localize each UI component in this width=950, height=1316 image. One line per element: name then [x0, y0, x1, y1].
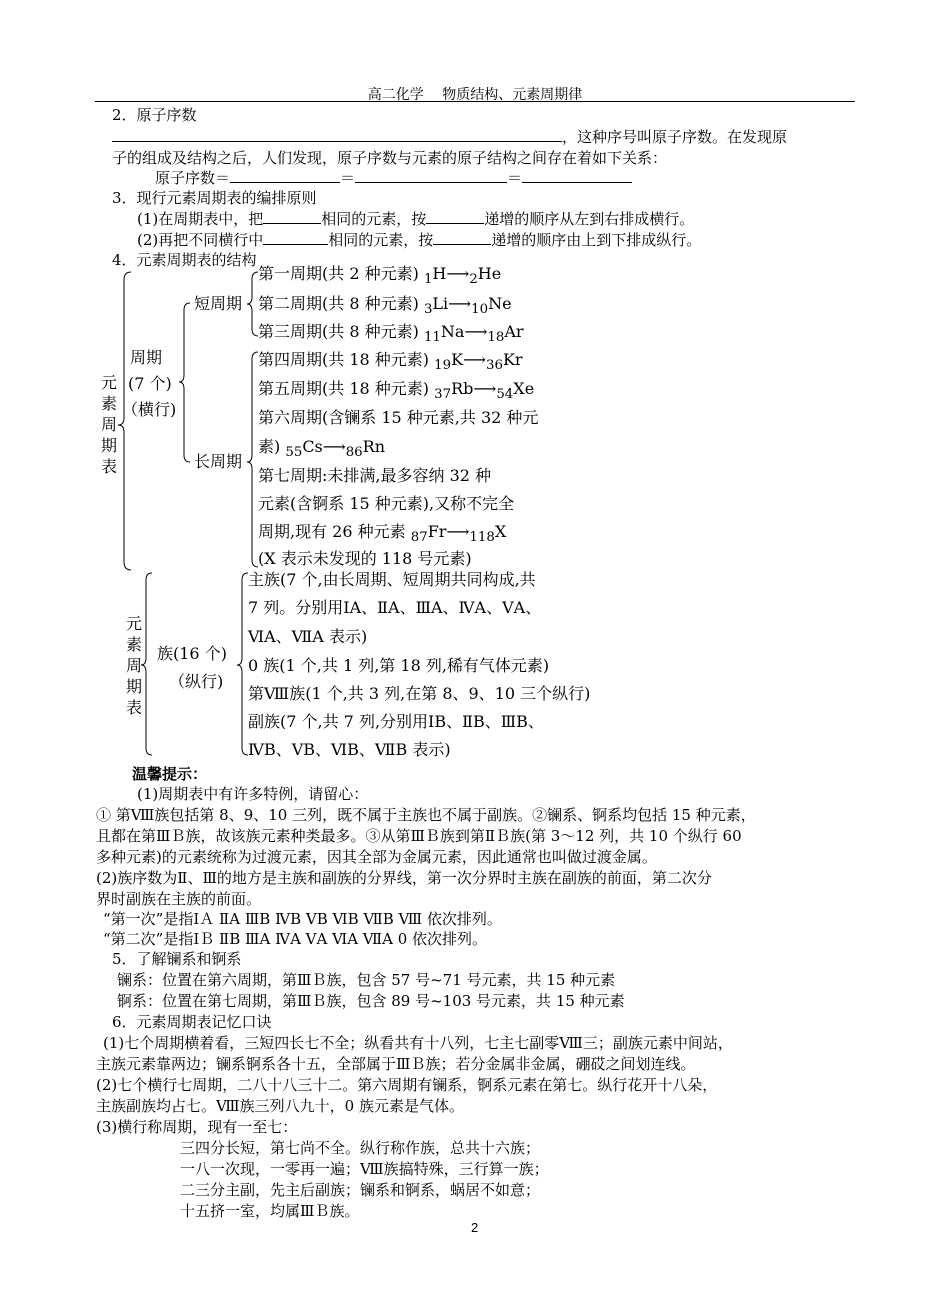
- rule-text: (2)再把不同横行中: [137, 231, 264, 249]
- atomic-number: 54: [496, 387, 514, 403]
- rule-text: 相同的元素，按: [328, 231, 434, 249]
- root-char: 表: [126, 698, 143, 717]
- group-label-direction: （纵行): [169, 672, 224, 691]
- tips-line-3: 且都在第ⅢＢ族，故该族元素种类最多。③从第ⅢＢ族到第ⅡＢ族(第 3～12 列，共 10 个纵行 60: [96, 827, 742, 845]
- period-text: 第五周期(共 18 种元素): [258, 379, 430, 398]
- element-symbol: Fr: [427, 522, 447, 541]
- element-symbol: Cs: [302, 437, 323, 456]
- period-text: 周期,现有 26 种元素: [258, 522, 406, 541]
- section-4-title: 4．元素周期表的结构: [112, 251, 257, 269]
- page-header: 高二化学 物质结构、元素周期律: [367, 87, 583, 103]
- period-6-line-2: [258, 437, 385, 463]
- root-char: 元: [126, 614, 143, 633]
- section-6-line-5: (3)横行称周期，现有一至七：: [96, 1118, 298, 1136]
- period-text: 素): [258, 437, 281, 456]
- period-label-text: 周期: [130, 348, 163, 367]
- atomic-number: 118: [469, 530, 495, 546]
- rule-text: 相同的元素，按: [321, 210, 427, 228]
- rule-text: 递增的顺序从左到右排成横行。: [484, 210, 695, 228]
- section-6-title: 6．元素周期表记忆口诀: [112, 1013, 272, 1031]
- root-char: 期: [126, 677, 143, 696]
- arrow-icon: ⟶: [464, 322, 488, 341]
- group-outer-bracket: [141, 573, 152, 755]
- root-char: 素: [101, 394, 118, 413]
- group-inner-bracket: [237, 573, 248, 755]
- equals-sign: ＝: [507, 169, 523, 187]
- section-6-verse-3: 二三分主副，先主后副族；镧系和锕系，蜗居不如意；: [180, 1181, 541, 1199]
- period-text: 第一周期(共 2 种元素): [258, 264, 419, 283]
- period-label: [122, 345, 177, 423]
- group-sub-1: 副族(7 个,共 7 列,分别用ⅠB、ⅡB、ⅢB、: [248, 712, 544, 731]
- atomic-number: 3: [423, 302, 433, 318]
- tips-line-2: ① 第Ⅷ族包括第 8、9、10 三列，既不属于主族也不属于副族。②镧系、锕系均包括 15 种元素，: [96, 806, 756, 824]
- root-char: 期: [101, 436, 118, 455]
- root-char: 表: [101, 457, 118, 476]
- section-2-title: 2．原子序数: [112, 106, 197, 124]
- period-4: [258, 350, 523, 376]
- arrow-icon: ⟶: [463, 350, 486, 369]
- period-6-line-1: 第六周期(含镧系 15 种元素,共 32 种元: [258, 408, 539, 427]
- section-5-title: 5．了解镧系和锕系: [112, 950, 242, 968]
- atomic-number: 87: [410, 530, 428, 546]
- long-period-bracket: [247, 352, 258, 567]
- arrow-icon: ⟶: [446, 264, 470, 283]
- section-6-line-3: (2)七个横行七周期，二八十八三十二。第六周期有镧系，锕系元素在第七。纵行花开十八朵，: [96, 1076, 718, 1094]
- period-7-line-3: [258, 522, 506, 548]
- section-6-verse-4: 十五挤一室，均属ⅢＢ族。: [180, 1202, 360, 1220]
- element-symbol: Xe: [513, 379, 535, 398]
- root-char: 周: [126, 656, 143, 675]
- arrow-icon: ⟶: [322, 437, 346, 456]
- arrow-icon: ⟶: [446, 522, 470, 541]
- arrow-icon: ⟶: [448, 294, 472, 313]
- period-7-line-2: 元素(含锕系 15 种元素),又称不完全: [258, 494, 515, 513]
- tips-line-6: 界时副族在主族的前面。: [96, 890, 262, 908]
- period-text: 第三周期(共 8 种元素): [258, 322, 419, 341]
- equation-label: 原子序数＝: [155, 169, 231, 187]
- element-symbol: Rn: [362, 437, 386, 456]
- atomic-number: 37: [434, 387, 452, 403]
- section-6-line-1: (1)七个周期横着看，三短四长七不全；纵看共有十八列，七主七副零Ⅷ三；副族元素中间站，: [103, 1034, 733, 1052]
- element-symbol: Ne: [488, 294, 512, 313]
- atomic-number: 1: [423, 272, 433, 288]
- rule-text: (1)在周期表中，把: [137, 210, 264, 228]
- root-char: 周: [101, 415, 118, 434]
- group-zero: 0 族(1 个,共 1 列,第 18 列,稀有气体元素): [248, 656, 550, 675]
- element-symbol: H: [432, 264, 447, 283]
- period-3: [258, 322, 524, 348]
- atomic-number: 36: [485, 358, 503, 374]
- tips-title: 温馨提示：: [132, 765, 208, 783]
- root-label-periods: [101, 372, 117, 477]
- atomic-number: 2: [469, 272, 478, 288]
- section-3-title: 3．现行元素周期表的编排原则: [112, 189, 317, 207]
- section-5-line-2: 锕系：位置在第七周期，第ⅢＢ族，包含 89 号~103 号元素，共 15 种元素: [117, 992, 625, 1010]
- root-char: 素: [126, 635, 143, 654]
- rule-text: 递增的顺序由上到下排成纵行。: [491, 231, 702, 249]
- short-period-label: 短周期: [194, 294, 243, 313]
- element-symbol: He: [477, 264, 502, 283]
- section-6-line-4: 主族副族均占七。Ⅷ族三列八九十，0 族元素是气体。: [96, 1097, 464, 1115]
- tips-line-8: “第二次”是指ⅠＢ ⅡB ⅢA ⅣA ⅤA ⅥA ⅦA 0 依次排列。: [103, 930, 488, 948]
- period-7-line-1: 第七周期:未排满,最多容纳 32 种: [258, 466, 492, 485]
- group-main-2: 7 列。分别用ⅠA、ⅡA、ⅢA、ⅣA、ⅤA、: [248, 598, 542, 617]
- period-1: [258, 264, 501, 290]
- period-label-count: (7 个): [128, 374, 172, 393]
- tips-line-4: 多种元素)的元素统称为过渡元素，因其全部为金属元素，因此通常也叫做过渡金属。: [96, 848, 657, 866]
- period-7-line-4: (X 表示未发现的 118 号元素): [258, 549, 472, 568]
- page-number: 2: [471, 1220, 479, 1235]
- section-2-text: ，这种序号叫原子序数。在发现原: [562, 128, 788, 146]
- tips-line-5: (2)族序数为Ⅱ、Ⅲ的地方是主族和副族的分界线，第一次分界时主族在副族的前面，第二次分: [96, 869, 712, 887]
- period-2: [258, 294, 512, 320]
- section-5-line-1: 镧系：位置在第六周期，第ⅢＢ族，包含 57 号~71 号元素，共 15 种元素: [117, 971, 616, 989]
- group-main-3: ⅥA、ⅦA 表示): [248, 627, 368, 646]
- equals-sign: ＝: [340, 169, 356, 187]
- arrow-icon: ⟶: [473, 379, 497, 398]
- element-symbol: Li: [432, 294, 449, 313]
- section-6-verse-1: 三四分长短，第七尚不全。纵行称作族，总共十六族；: [180, 1139, 541, 1157]
- group-label: [157, 640, 227, 696]
- element-symbol: Na: [440, 322, 465, 341]
- period-5: [258, 379, 534, 405]
- element-symbol: X: [494, 522, 507, 541]
- element-symbol: Rb: [451, 379, 474, 398]
- short-period-bracket: [247, 272, 258, 336]
- period-text: 第四周期(共 18 种元素): [258, 350, 430, 369]
- period-label-direction: （横行): [122, 400, 177, 419]
- group-label-count: 族(16 个): [157, 644, 227, 663]
- root-label-groups: [126, 613, 142, 718]
- section-6-verse-2: 一八一次现，一零再一遍；Ⅷ族搞特殊，三行算一族；: [180, 1160, 549, 1178]
- section-6-line-2: 主族元素靠两边；镧系锕系各十五，全部属于ⅢＢ族；若分金属非金属，硼砹之间划连线。: [96, 1055, 696, 1073]
- atomic-number: 18: [487, 330, 505, 346]
- element-symbol: K: [451, 350, 464, 369]
- atomic-number: 11: [423, 330, 441, 346]
- atomic-number: 86: [345, 445, 363, 461]
- root-char: 元: [101, 373, 118, 392]
- group-main-1: 主族(7 个,由长周期、短周期共同构成,共: [248, 570, 536, 589]
- period-bracket: [179, 303, 190, 462]
- group-eight: 第Ⅷ族(1 个,共 3 列,在第 8、9、10 三个纵行): [248, 684, 591, 703]
- element-symbol: Kr: [502, 350, 523, 369]
- atomic-number: 55: [285, 445, 303, 461]
- tips-line-1: (1)周期表中有许多特例，请留心：: [137, 785, 369, 803]
- atomic-number: 19: [434, 358, 452, 374]
- atomic-number: 10: [471, 302, 489, 318]
- element-symbol: Ar: [504, 322, 524, 341]
- section-2-line-2: 子的组成及结构之后，人们发现，原子序数与元素的原子结构之间存在着如下关系：: [112, 149, 668, 167]
- tips-line-7: “第一次”是指ⅠＡ ⅡA ⅢB ⅣB ⅤB ⅥB ⅦB Ⅷ 依次排列。: [103, 910, 502, 928]
- group-sub-2: ⅣB、ⅤB、ⅥB、ⅦB 表示): [248, 740, 451, 759]
- period-text: 第二周期(共 8 种元素): [258, 294, 419, 313]
- long-period-label: 长周期: [194, 452, 243, 471]
